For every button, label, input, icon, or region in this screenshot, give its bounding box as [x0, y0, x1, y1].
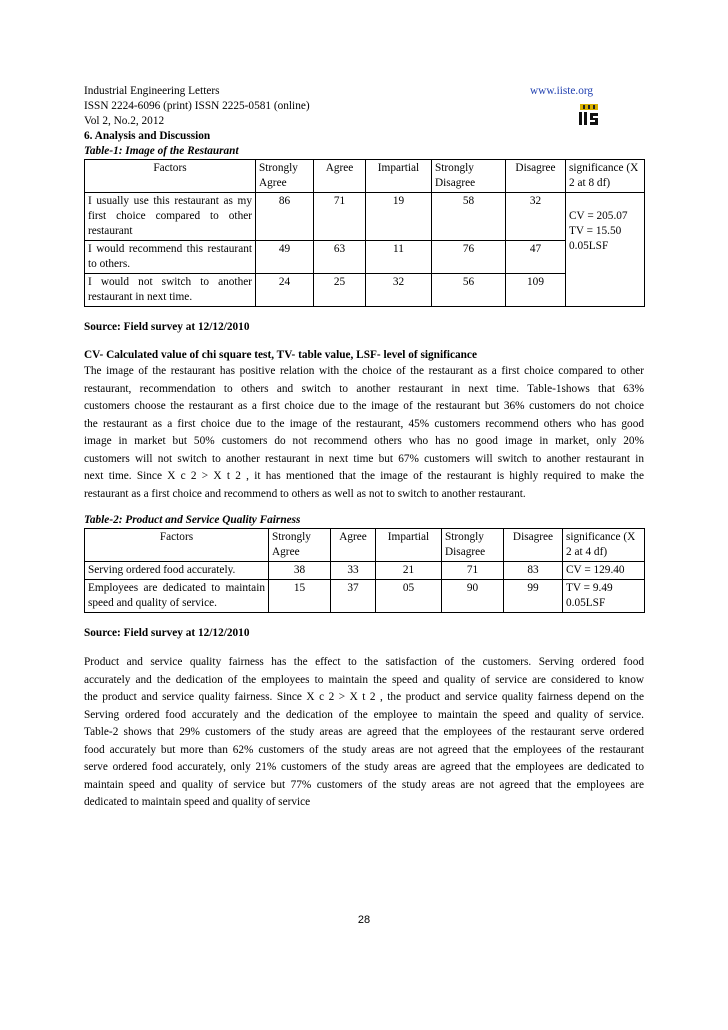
paragraph-line: maintain speed and quality of service but 77% customers of the study areas are not agreed that the employees are — [84, 778, 644, 791]
cv-value: CV = 129.40 — [563, 562, 645, 580]
paragraph-line: restaurant as a first choice and recommend to others as well as not to switch to another restaurant. — [84, 487, 526, 500]
issn-line: ISSN 2224-6096 (print) ISSN 2225-0581 (online) — [84, 100, 310, 112]
factor-cell: I would not switch to another restaurant in next time. — [85, 274, 256, 307]
table-row — [85, 274, 645, 307]
value-cell: 109 — [506, 274, 566, 307]
lsf-value: 0.05LSF — [566, 597, 606, 609]
value-cell: 76 — [432, 241, 506, 274]
value-cell: 33 — [331, 562, 376, 580]
lsf-value: 0.05LSF — [569, 240, 609, 252]
header-agree: Agree — [314, 160, 366, 193]
header-factors: Factors — [85, 529, 269, 562]
abbreviation-legend: CV- Calculated value of chi square test, TV- table value, LSF- level of significance — [84, 349, 477, 361]
value-cell: 56 — [432, 274, 506, 307]
header-strongly-agree: Strongly Agree — [256, 160, 314, 193]
paragraph-line: the restaurant as a first choice due to the image of the restaurant, 45% customers recommend others who has good — [84, 417, 644, 430]
header-strongly-disagree: Strongly Disagree — [432, 160, 506, 193]
paragraph-line: food accurately but more than 62% customers of the study areas are not agreed that the employees of the restaurant — [84, 743, 644, 756]
table-row — [85, 193, 645, 241]
table1-caption: Table-1: Image of the Restaurant — [84, 145, 239, 157]
page-number: 28 — [357, 914, 371, 926]
value-cell: 25 — [314, 274, 366, 307]
value-cell: 86 — [256, 193, 314, 241]
table2-caption: Table-2: Product and Service Quality Fairness — [84, 514, 301, 526]
paragraph-line: Product and service quality fairness has the effect to the satisfaction of the customers. Serving ordered food — [84, 656, 644, 668]
table-row — [85, 241, 645, 274]
table2 — [84, 528, 645, 613]
table1 — [84, 159, 645, 307]
paragraph-line: restaurant, recommendation to others and switch to another restaurant in next time. Table-1shows that 63% — [84, 382, 644, 395]
value-cell: 58 — [432, 193, 506, 241]
value-cell: 24 — [256, 274, 314, 307]
value-cell: 49 — [256, 241, 314, 274]
table-header-row — [85, 160, 645, 193]
volume-line: Vol 2, No.2, 2012 — [84, 115, 165, 127]
significance-cell — [566, 193, 645, 307]
header-significance: significance (X 2 at 4 df) — [563, 529, 645, 562]
header-agree: Agree — [331, 529, 376, 562]
value-cell: 05 — [376, 580, 442, 613]
value-cell: 32 — [506, 193, 566, 241]
paragraph-line: customers choose the restaurant as a first choice due to the image of the restaurant but 36% customers do not choice — [84, 400, 644, 412]
journal-url-link[interactable]: www.iiste.org — [530, 85, 594, 97]
value-cell: 63 — [314, 241, 366, 274]
paragraph-line: next time. Since X c 2 > X t 2 , it has mentioned that the image of the restaurant is highly required to make the — [84, 470, 644, 482]
table-header-row — [85, 529, 645, 562]
value-cell: 71 — [314, 193, 366, 241]
paragraph-line: image in market but 50% customers do not recommend others who has no good image in market, only 20% — [84, 435, 644, 447]
header-strongly-disagree: Strongly Disagree — [442, 529, 504, 562]
section-title: 6. Analysis and Discussion — [84, 130, 211, 142]
tv-value: TV = 9.49 — [566, 582, 613, 594]
value-cell: 71 — [442, 562, 504, 580]
factor-cell: Serving ordered food accurately. — [85, 562, 269, 580]
iiste-logo — [578, 102, 600, 126]
header-factors: Factors — [85, 160, 256, 193]
paragraph-line: Table-2 shows that 29% customers of the study areas are agreed that the employees of the restaurant serve ordered — [84, 726, 644, 738]
header-impartial: Impartial — [366, 160, 432, 193]
table1-source: Source: Field survey at 12/12/2010 — [84, 321, 250, 333]
table2-source: Source: Field survey at 12/12/2010 — [84, 627, 250, 639]
table-row — [85, 580, 645, 613]
paragraph-line: The image of the restaurant has positive relation with the choice of the restaurant as a first choice compared to other — [84, 365, 644, 377]
value-cell: 15 — [269, 580, 331, 613]
value-cell: 90 — [442, 580, 504, 613]
factor-cell: I usually use this restaurant as my first choice compared to other restaurant — [85, 193, 256, 241]
value-cell: 37 — [331, 580, 376, 613]
paragraph-2 — [84, 654, 644, 812]
header-strongly-agree: Strongly Agree — [269, 529, 331, 562]
value-cell: 99 — [504, 580, 563, 613]
value-cell: 38 — [269, 562, 331, 580]
paragraph-line: the product and service quality fairness. Since X c 2 > X t 2 , the product and service quality fairness depend on the — [84, 691, 644, 703]
value-cell: 47 — [506, 241, 566, 274]
header-disagree: Disagree — [504, 529, 563, 562]
value-cell: 21 — [376, 562, 442, 580]
paragraph-line: dedicated to maintain speed and quality of service — [84, 796, 311, 808]
header-disagree: Disagree — [506, 160, 566, 193]
factor-cell: I would recommend this restaurant to others. — [85, 241, 256, 274]
value-cell: 11 — [366, 241, 432, 274]
header-significance: significance (X 2 at 8 df) — [566, 160, 645, 193]
document-page — [84, 84, 644, 926]
journal-name: Industrial Engineering Letters — [84, 85, 220, 97]
significance-cell — [563, 580, 645, 613]
header-impartial: Impartial — [376, 529, 442, 562]
paragraph-line: accurately and the dedication of the employees to maintain the speed and quality of service are considered to know — [84, 673, 644, 686]
tv-value: TV = 15.50 — [569, 225, 622, 237]
paragraph-1 — [84, 363, 644, 503]
value-cell: 32 — [366, 274, 432, 307]
paragraph-line: Serving ordered food accurately and the dedication of the employee to maintain the speed and quality of service. — [84, 708, 644, 721]
paragraph-line: serve ordered food accurately, only 21% customers of the study areas are agreed that the employees are dedicated to — [84, 761, 644, 773]
value-cell: 83 — [504, 562, 563, 580]
factor-cell: Employees are dedicated to maintain speed and quality of service. — [85, 580, 269, 613]
table-row — [85, 562, 645, 580]
value-cell: 19 — [366, 193, 432, 241]
journal-header — [84, 84, 644, 99]
paragraph-line: customers will not switch to another restaurant in next time but 67% customers will switch to another restaurant in — [84, 452, 644, 465]
cv-value: CV = 205.07 — [569, 210, 628, 222]
